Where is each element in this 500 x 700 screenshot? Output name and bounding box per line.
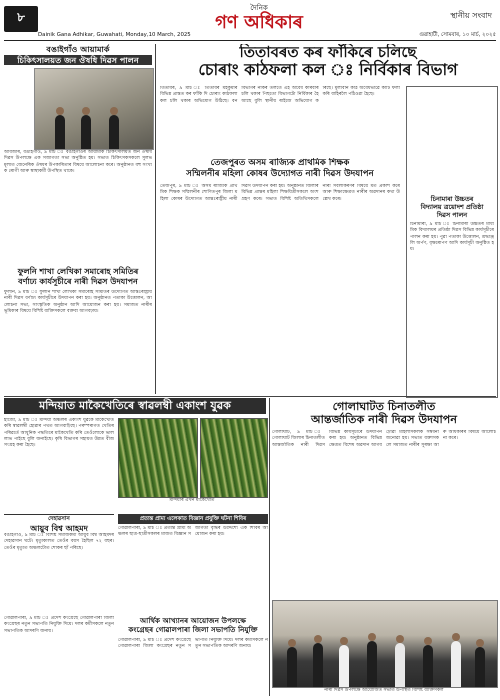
- masthead-title: গণ অধিকাৰ: [215, 12, 303, 33]
- bottom-headline: [118, 616, 268, 634]
- lead-body: তিতাবৰ, ৯ মাৰ্চ ঃ তিতাবৰ মহকুমাৰ বিভিন্ন প্ৰান্তত কৰ ফাঁকি দি চোৰাং কাঠফলা কল চলি থকাৰ অভিযোগ উঠিছে। বন বিভাগৰ নাকৰ তলতে এই অবৈধ কাৰবাৰ চলি থকাৰ পিছতো বিভাগটো নিৰ্বিকাৰ হৈ আছে বুলি স্থানীয় ৰাইজে অভিযোগ কৰিছে। মূল্যবান কাঠ অবৈধভাৱে কাটি ফলা কৰি বাহিৰলৈ পঠিওৱা হৈছে।: [160, 86, 400, 104]
- right-body: গোলাঘাট, ৯ মাৰ্চ ঃ গোলাঘাট জিলাৰ চিনাতলীত আন্তৰ্জাতিক নাৰী দিৱস বিভিন্ন কাৰ্যসূচীৰে উদযাপন কৰা হয়। অনুষ্ঠানত বিভিন্ন ক্ষেত্ৰত বিশেষ অৱদান আগবঢ়োৱা মহিলাসকলক সম্বৰ্ধনা জনোৱা হয়। সভাত বক্তাসকলে সমাজত নাৰীৰ সুৰক্ষা আৰু অধিকাৰৰ বিষয়ে আলোচনা কৰে।: [272, 430, 496, 448]
- lead-headline: [160, 44, 496, 78]
- group-photo: [272, 600, 498, 688]
- right-headline-line3: আন্তৰ্জাতিক নাৰী দিৱস উদযাপন: [310, 412, 458, 426]
- obit-name: আয়ুব বিশ্ব আহমদ: [30, 523, 88, 533]
- right-headline: [272, 400, 496, 426]
- banner-headline: মন্দিয়াত মাকৈখেতিৰে স্বাৱলম্বী একাংশ যুৱক: [4, 398, 266, 414]
- edition-line: [4, 32, 496, 41]
- left2-body: ফুলনি, ৯ মাৰ্চ ঃ ফুলনি শাখা লেখিকা সমাৰোহ সমিতিৰ উদ্যোগত আন্তঃৰাষ্ট্ৰীয় নাৰী দিৱস বৰ্ণাঢ্য কাৰ্যসূচীৰে উদযাপন কৰা হয়। অনুষ্ঠানত পতাকা উত্তোলন, আলোচনা সভা, সাংস্কৃতিক অনুষ্ঠান আদি আয়োজন কৰা হয়। সমাজত নাৰীৰ ভূমিকাৰ বিষয়ে বিশিষ্ট ব্যক্তিসকলে বক্তব্য আগবঢ়ায়।: [4, 290, 152, 314]
- bottom-body: গোৱালপাৰা, ৯ মাৰ্চ ঃ প্ৰদেশ কংগ্ৰেছে গোৱালপাৰা জিলা কংগ্ৰেছৰ নতুন সভাপতি নিযুক্তি দিয়ে। দলৰ কৰ্মীসকলে নতুন সভাপতিক আদৰণি জনায়।: [118, 638, 268, 650]
- obit-body: বঙাইগাঁও, ৯ মাৰ্চ ঃ বিশিষ্ট সমাজকৰ্মী আয়ুব বিশ্ব আহমদৰ দেহাৱসান ঘটে। মৃত্যুকালত তেওঁৰ বয়স হৈছিল ৭২ বছৰ। তেওঁৰ মৃত্যুত অঞ্চলটোত শোকৰ ছাঁ পৰিছে।: [4, 533, 114, 551]
- left1-headline-line2: চিকিৎসালয়ত জন ঔষধি দিৱস পালন: [4, 55, 152, 65]
- mid-headline: [160, 158, 400, 180]
- bottom-body-left: গোৱালপাৰা, ৯ মাৰ্চ ঃ প্ৰদেশ কংগ্ৰেছে গোৱালপাৰা জিলা কংগ্ৰেছৰ নতুন সভাপতি নিযুক্তি দিয়ে। দলৰ কৰ্মীসকলে নতুন সভাপতিক আদৰণি জনায়।: [4, 616, 114, 634]
- mid-headline-line1: তেজপুৰত অসম ৰাজ্যিক প্ৰাথমিক শিক্ষক: [210, 158, 350, 168]
- lead-headline-line1: তিতাবৰত কৰ ফাঁকিৰে চলিছে: [239, 44, 417, 61]
- ad-headline-line1: চিনামাৰা উচ্চতৰ: [430, 195, 474, 203]
- section-label: স্থানীয় সংবাদ: [450, 11, 492, 20]
- field-photo-2: [200, 418, 268, 498]
- left1-body: আবজাৰ, বঙাইগাঁও, ৯ মাৰ্চ ঃ বঙাইগাঁওৰ আয়ামাৰ্ক চিকিৎসালয়ত জন ঔষধি দিৱস উপলক্ষে এক সজাগতা সভা অনুষ্ঠিত হয়। সভাত চিকিৎসকসকলে সুলভ মূল্যত জেনেৰিক ঔষধৰ উপকাৰিতাৰ বিষয়ে আলোচনা কৰে। অনুষ্ঠানত বহু সংখ্যক ৰোগী আৰু স্বাস্থ্যকৰ্মী উপস্থিত থাকে।: [4, 150, 152, 174]
- right-news-box: [406, 86, 498, 398]
- left2-headline-line2: বৰ্ণাঢ্য কাৰ্যসূচীৰে নাৰী দিৱস উদযাপন: [18, 276, 138, 286]
- group-caption: নাৰী দিৱস উপলক্ষে আয়োজিত সভাত উপস্থিত বিশিষ্ট ব্যক্তিসকল: [324, 688, 444, 693]
- ad-headline: [407, 195, 497, 219]
- date-info: গুৱাহাটী, সোমবাৰ, ১০ মাৰ্চ, ২০২৫: [419, 32, 496, 38]
- lead-headline-line2: চোৰাং কাঠফলা কল ঃ নিৰ্বিকাৰ বিভাগ: [198, 60, 458, 78]
- left1-headline: [4, 44, 152, 65]
- banner-body: হাজো, ৯ মাৰ্চ ঃ মন্দিয়া অঞ্চলৰ একাংশ যুৱকে মাকৈখেতি কৰি স্বাৱলম্বী হোৱাৰ পথত আগবাঢ়িছে। পৰম্পৰাগত খেতিৰ পৰিৱৰ্তে আধুনিক পদ্ধতিৰে মাকৈখেতি কৰি তেওঁলোকে ভাল লাভ পাইছে বুলি জনাইছে। কৃষি বিভাগৰ সহায়ত উন্নত বীজ সংগ্ৰহ কৰা হৈছে।: [4, 418, 114, 449]
- field-photo-1: [118, 418, 198, 498]
- nid-headline-bar: [118, 514, 268, 524]
- bottom-headline-line2: কংগ্ৰেছৰ গোৱালপাৰা জিলা সভাপতি নিযুক্তি: [128, 625, 258, 634]
- edition-info: Dainik Gana Adhikar, Guwahati, Monday,10 March, 2025: [38, 32, 191, 38]
- ad-body: চিনামাৰা, ৯ মাৰ্চ ঃ চিনামাৰা উচ্চতৰ মাধ্যমিক বিদ্যালয়ৰ প্ৰতিষ্ঠা দিৱস বিভিন্ন কাৰ্যসূচীৰে পালন কৰা হয়। পুৱা পতাকা উত্তোলন, শ্ৰদ্ধাঞ্জলি অৰ্পণ, বৃক্ষৰোপণ আদি কাৰ্যসূচী অনুষ্ঠিত হয়।: [410, 222, 494, 253]
- left2-headline-line1: ফুলনি শাখা লেখিকা সমাৰোহ সমিতিৰ: [17, 266, 139, 276]
- bottom-headline-line1: আৰ্থিক আখ্যানৰ আয়োজন উপলক্ষে: [139, 616, 247, 625]
- mid-headline-line2: সম্মিলনীৰ মহিলা কোষৰ উদ্যোগত নাৰী দিৱস উদযাপন: [186, 169, 374, 179]
- left2-headline: [4, 266, 152, 286]
- left1-photo: [34, 68, 154, 150]
- field-caption: মন্দিয়াৰ এখন মাকৈখেতি: [169, 498, 215, 503]
- ad-headline-line3: দিৱস পালন: [436, 211, 468, 219]
- obit-label: দেহাৱসান: [48, 516, 70, 522]
- nid-body: গোৱালপাৰা, ৯ মাৰ্চ ঃ প্ৰত্যন্ত গ্ৰাম্য অঞ্চলৰ ছাত্ৰ-ছাত্ৰীসকলৰ মাজত বিজ্ঞান সজাগতা বৃদ্ধিৰ উদ্দেশ্যে এক শিবিৰ আয়োজন কৰা হয়।: [118, 526, 268, 538]
- column-divider-2: [269, 398, 270, 696]
- obit-section: [4, 514, 114, 615]
- page-number: ৮: [4, 6, 38, 32]
- left1-headline-line1: বঙাইগাঁও আয়ামাৰ্ক: [46, 44, 110, 54]
- right-headline-line2: গোলাঘাটত চিনাতলীত: [332, 400, 436, 413]
- mid-body: তেজপুৰ, ৯ মাৰ্চ ঃ অসম ৰাজ্যিক প্ৰাথমিক শিক্ষক সম্মিলনীৰ শোণিতপুৰ জিলা মহিলা কোষৰ উদ্যোগত আন্তঃৰাষ্ট্ৰীয় নাৰী দিৱস উদযাপন কৰা হয়। অনুষ্ঠানত জিলাৰ বিভিন্ন প্ৰান্তৰ মহিলা শিক্ষয়িত্ৰীসকলে অংশগ্ৰহণ কৰে। সভাত বিশিষ্ট অতিথিসকলে নাৰী সবলীকৰণৰ বিষয়ে মত প্ৰকাশ কৰে আৰু শিক্ষাক্ষেত্ৰত নাৰীৰ অৱদানৰ কথা উল্লেখ কৰে।: [160, 184, 400, 202]
- horizontal-divider: [4, 396, 496, 397]
- column-divider-1: [155, 44, 156, 394]
- nid-headline: প্ৰত্যন্ত প্ৰাম্য এলেকাত বিজ্ঞান প্ৰযুক্তি ঘটনা শিবিৰ: [139, 516, 247, 522]
- masthead-small: দৈনিক: [250, 4, 268, 12]
- masthead: [154, 4, 364, 34]
- ad-headline-line2: বিদ্যালয় ত্ৰয়োদশ প্ৰতিষ্ঠা: [420, 203, 484, 211]
